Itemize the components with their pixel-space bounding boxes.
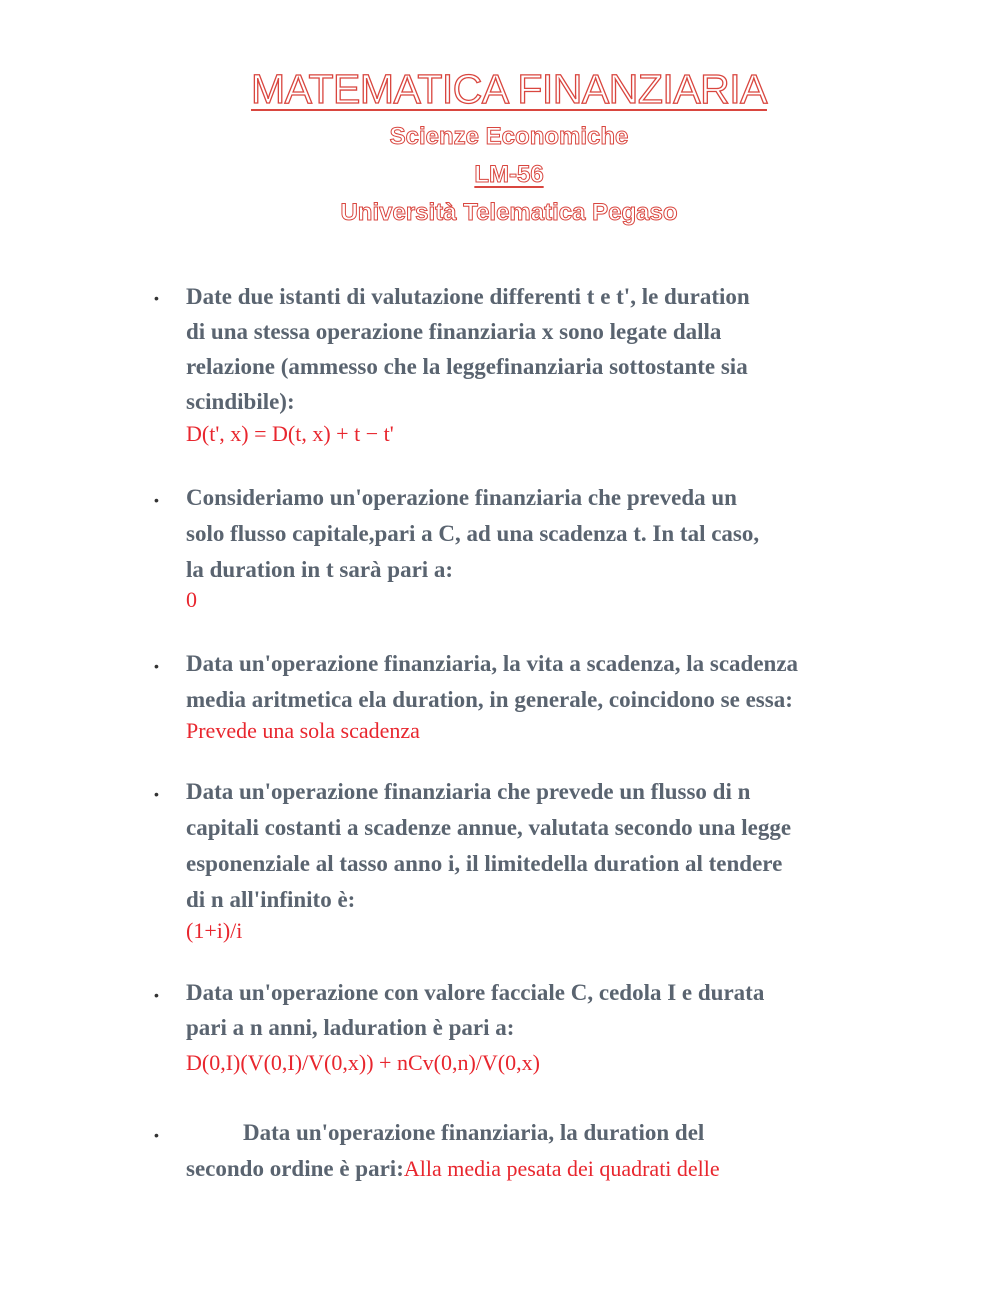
question-line: di n all'infinito è: [186,887,356,912]
bullet-icon: • [154,658,159,674]
bullet-icon: • [154,786,159,802]
bullet-icon: • [154,290,159,306]
question-line: Data un'operazione finanziaria che prevede un flusso di n [186,779,751,804]
question-line [186,1154,720,1184]
question-line: Data un'operazione finanziaria, la vita a scadenza, la scadenza [186,651,799,676]
question-line: scindibile): [186,389,295,414]
course-code: LM-56 [474,161,544,188]
question-line: Data un'operazione con valore facciale C, cedola I e durata [186,980,765,1005]
answer-text: Alla media pesata dei quadrati delle [403,1156,720,1181]
question-line: solo flusso capitale,pari a C, ad una scadenza t. In tal caso, [186,521,760,546]
answer-text: Prevede una sola scadenza [186,718,420,743]
document-title: MATEMATICA FINANZIARIA [251,66,767,112]
answer-text: 0 [186,587,197,612]
bullet-icon: • [154,492,159,508]
question-text: secondo ordine è pari: [186,1156,404,1181]
answer-text: D(0,I)(V(0,I)/V(0,x)) + nCv(0,n)/V(0,x) [186,1050,540,1075]
answer-text: D(t', x) = D(t, x) + t − t' [186,421,394,446]
bullet-icon: • [154,987,159,1003]
question-line: Date due istanti di valutazione differenti t e t', le duration [186,284,750,309]
question-line: relazione (ammesso che la leggefinanziaria sottostante sia [186,354,748,379]
answer-text: (1+i)/i [186,918,243,943]
document-header [0,60,1000,232]
course-name: Scienze Economiche [389,123,629,150]
question-line: media aritmetica ela duration, in generale, coincidono se essa: [186,687,793,712]
question-line: di una stessa operazione finanziaria x sono legate dalla [186,319,722,344]
question-line: la duration in t sarà pari a: [186,557,454,582]
question-line: esponenziale al tasso anno i, il limitedella duration al tendere [186,851,783,876]
question-line: Consideriamo un'operazione finanziaria che preveda un [186,485,737,510]
question-line: pari a n anni, laduration è pari a: [186,1015,515,1040]
bullet-icon: • [154,1127,159,1143]
university-name: Università Telematica Pegaso [340,199,678,226]
question-line: capitali costanti a scadenze annue, valutata secondo una legge [186,815,792,840]
question-line: Data un'operazione finanziaria, la duration del [243,1120,705,1145]
